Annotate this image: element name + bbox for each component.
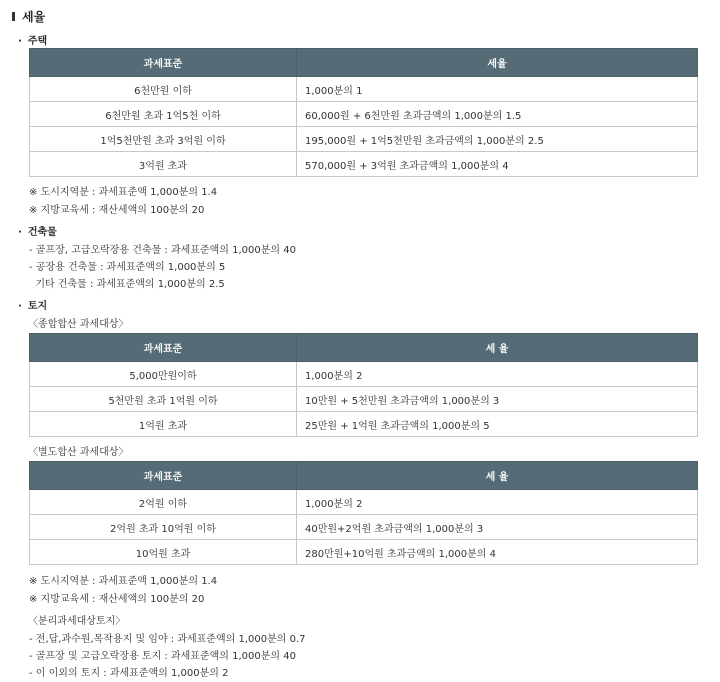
table-row [30,387,698,412]
tax-rate-cell: 1,000분의 2 [297,490,698,515]
tax-rate-cell: 1,000분의 2 [297,362,698,387]
land-note: ※ 도시지역분 : 과세표준액 1,000분의 1.4 [29,576,218,587]
bullet-bar-icon [12,12,15,21]
tax-base-cell: 5,000만원이하 [30,362,297,387]
combined-rate-table [29,333,698,437]
combined-caption: 〈종합합산 과세대상〉 [28,319,129,330]
housing-heading-text: 주택 [27,36,48,47]
header-tax-rate: 세 율 [297,462,698,490]
land-heading [18,297,47,312]
tax-base-cell: 10억원 초과 [30,540,297,565]
table-row [30,412,698,437]
tax-base-cell: 5천만원 초과 1억원 이하 [30,387,297,412]
table-row [30,152,698,177]
section-title [12,8,45,25]
split-line: - 이 이외의 토지 : 과세표준액의 1,000분의 2 [29,668,229,679]
tax-rate-cell: 10만원 + 5천만원 초과금액의 1,000분의 3 [297,387,698,412]
table-row [30,362,698,387]
header-tax-base: 과세표준 [30,334,297,362]
bullet-dot-icon: · [18,36,22,47]
land-note: ※ 지방교육세 : 재산세액의 100분의 20 [29,594,205,605]
table-header-row [30,334,698,362]
table-row [30,515,698,540]
building-line: 기타 건축물 : 과세표준액의 1,000분의 2.5 [29,279,225,290]
tax-rate-cell: 195,000원 + 1억5천만원 초과금액의 1,000분의 2.5 [297,127,698,152]
building-heading-text: 건축물 [27,227,57,238]
section-title-text: 세율 [22,10,46,24]
header-tax-rate: 세율 [297,49,698,77]
housing-heading [18,32,47,47]
tax-base-cell: 1억5천만원 초과 3억원 이하 [30,127,297,152]
building-line: - 골프장, 고급오락장용 건축물 : 과세표준액의 1,000분의 40 [29,245,296,256]
separate-caption: 〈별도합산 과세대상〉 [28,447,129,458]
tax-base-cell: 2억원 초과 10억원 이하 [30,515,297,540]
bullet-dot-icon: · [18,301,22,312]
tax-base-cell: 2억원 이하 [30,490,297,515]
tax-rate-cell: 60,000원 + 6천만원 초과금액의 1,000분의 1.5 [297,102,698,127]
separate-rate-table [29,461,698,565]
table-header-row [30,462,698,490]
tax-rate-cell: 570,000원 + 3억원 초과금액의 1,000분의 4 [297,152,698,177]
table-row [30,102,698,127]
header-tax-rate: 세 율 [297,334,698,362]
split-caption: 〈분리과세대상토지〉 [28,616,126,627]
land-heading-text: 토지 [27,301,48,312]
tax-rate-cell: 280만원+10억원 초과금액의 1,000분의 4 [297,540,698,565]
header-tax-base: 과세표준 [30,49,297,77]
tax-base-cell: 3억원 초과 [30,152,297,177]
building-line: - 공장용 건축물 : 과세표준액의 1,000분의 5 [29,262,226,273]
tax-base-cell: 6천만원 초과 1억5천 이하 [30,102,297,127]
tax-rate-cell: 25만원 + 1억원 초과금액의 1,000분의 5 [297,412,698,437]
table-row [30,540,698,565]
housing-rate-table [29,48,698,177]
split-line: - 전,답,과수원,목작용지 및 임야 : 과세표준액의 1,000분의 0.7 [29,634,306,645]
table-header-row [30,49,698,77]
housing-note: ※ 도시지역분 : 과세표준액 1,000분의 1.4 [29,187,218,198]
tax-base-cell: 1억원 초과 [30,412,297,437]
split-line: - 골프장 및 고급오락장용 토지 : 과세표준액의 1,000분의 40 [29,651,296,662]
header-tax-base: 과세표준 [30,462,297,490]
tax-rate-cell: 40만원+2억원 초과금액의 1,000분의 3 [297,515,698,540]
table-row [30,127,698,152]
tax-rate-cell: 1,000분의 1 [297,77,698,102]
building-heading [18,223,57,238]
housing-note: ※ 지방교육세 : 재산세액의 100분의 20 [29,205,205,216]
table-row [30,77,698,102]
bullet-dot-icon: · [18,227,22,238]
tax-base-cell: 6천만원 이하 [30,77,297,102]
table-row [30,490,698,515]
